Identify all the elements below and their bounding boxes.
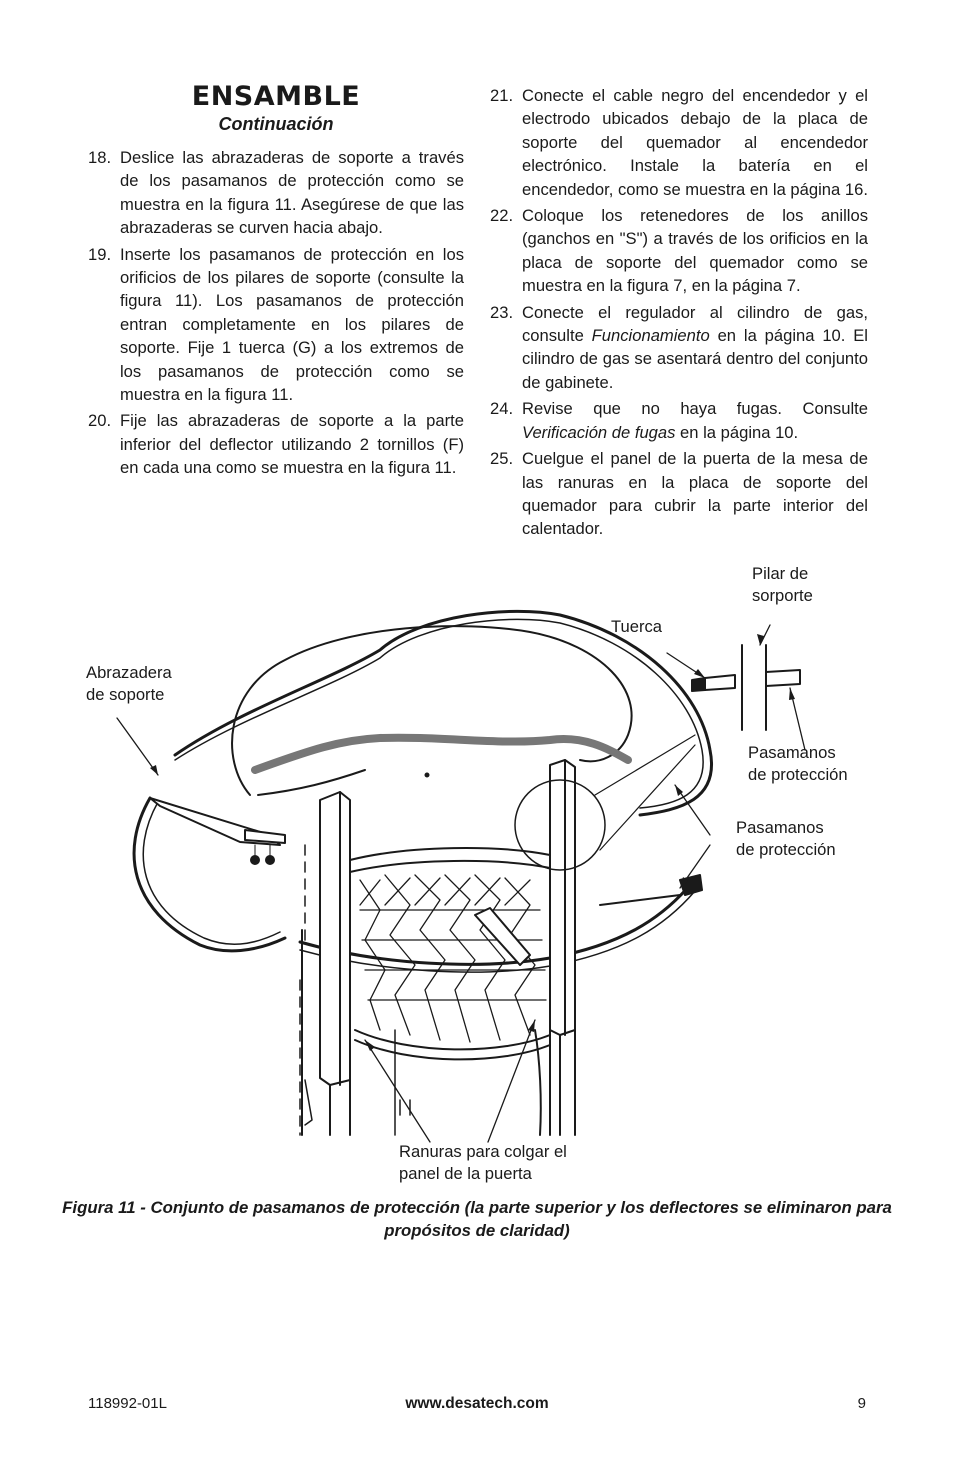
step-18	[88, 146, 464, 240]
step-text: Fije las abrazaderas de soporte a la parte inferior del deflector utilizando 2 tornillos (F) en cada una como se muestra en la figura 11.	[120, 411, 464, 478]
step-number: 20.	[88, 411, 112, 431]
step-number: 19.	[88, 244, 112, 264]
step-text: Conecte el cable negro del encendedor y el electrodo ubicados debajo de la placa de soporte del quemador al encendedor electrónico. Instale la batería en el encendedor, como se muestra en la página 16.	[522, 86, 868, 199]
step-number: 18.	[88, 148, 112, 167]
section-heading	[88, 82, 464, 136]
figure-11	[80, 560, 880, 1185]
page-number: 9	[857, 1395, 866, 1412]
step-20	[88, 409, 464, 479]
step-text	[522, 301, 868, 395]
step-text-post: en la página 10. El cilindro de gas se asentará dentro del conjunto de gabinete.	[522, 326, 868, 392]
label-pilar-de-soporte: Pilar de sorporte	[752, 564, 813, 605]
footer-url: www.desatech.com	[405, 1395, 549, 1412]
step-number: 21.	[490, 86, 514, 105]
step-text-pre: Revise que no haya fugas. Consulte	[522, 399, 868, 419]
figure-caption: Figura 11 - Conjunto de pasamanos de protección (la parte superior y los deflectores se eliminaron para propósitos de claridad)	[62, 1198, 892, 1240]
heater-assembly-illustration	[80, 560, 880, 1180]
label-pasamanos-detalle: Pasamanos de protección	[748, 743, 848, 784]
step-text	[522, 397, 868, 444]
step-text-emphasis: Funcionamiento	[591, 326, 710, 346]
step-text: Inserte los pasamanos de protección en los orificios de los pilares de soporte (consulte la figura 11). Los pasamanos de protección entran completamente en los pilares de soporte. Fije 1 tuerca (G) a los extremos de los pasamanos de protección como se muestra en la figura 11.	[120, 244, 464, 405]
step-text-emphasis: Verificación de fugas	[522, 422, 676, 442]
step-19	[88, 243, 464, 407]
step-21	[490, 84, 868, 201]
right-column	[490, 84, 868, 544]
section-subtitle: Continuación	[218, 114, 334, 134]
step-text-post: en la página 10.	[675, 422, 799, 442]
step-text: Coloque los retenedores de los anillos (ganchos en "S") a través de los orificios en la placa de soporte del quemador como se muestra en la figura 7, en la página 7.	[522, 206, 868, 296]
document-code: 118992-01L	[88, 1395, 167, 1412]
step-text-pre: Conecte el regulador al cilindro de gas, consulte	[522, 302, 868, 346]
step-23	[490, 301, 868, 395]
label-ranuras: Ranuras para colgar el panel de la puerta	[399, 1142, 567, 1183]
step-number: 24.	[490, 399, 514, 419]
label-abrazadera-de-soporte: Abrazadera de soporte	[86, 663, 172, 704]
step-text: Deslice las abrazaderas de soporte a través de los pasamanos de protección como se muestra en la figura 11. Asegúrese de que las abrazaderas se curven hacia abajo.	[120, 148, 464, 238]
step-number: 23.	[490, 302, 514, 322]
step-25	[490, 447, 868, 541]
left-column	[88, 146, 464, 483]
label-pasamanos-de-proteccion: Pasamanos de protección	[736, 818, 836, 859]
step-24	[490, 397, 868, 444]
step-number: 22.	[490, 206, 514, 226]
section-title: ENSAMBLE	[191, 81, 361, 112]
step-text: Cuelgue el panel de la puerta de la mesa de las ranuras en la placa de soporte del quemador para cubrir la parte interior del calentador.	[522, 449, 868, 539]
step-22	[490, 204, 868, 298]
step-number: 25.	[490, 449, 514, 469]
label-tuerca: Tuerca	[611, 617, 663, 636]
